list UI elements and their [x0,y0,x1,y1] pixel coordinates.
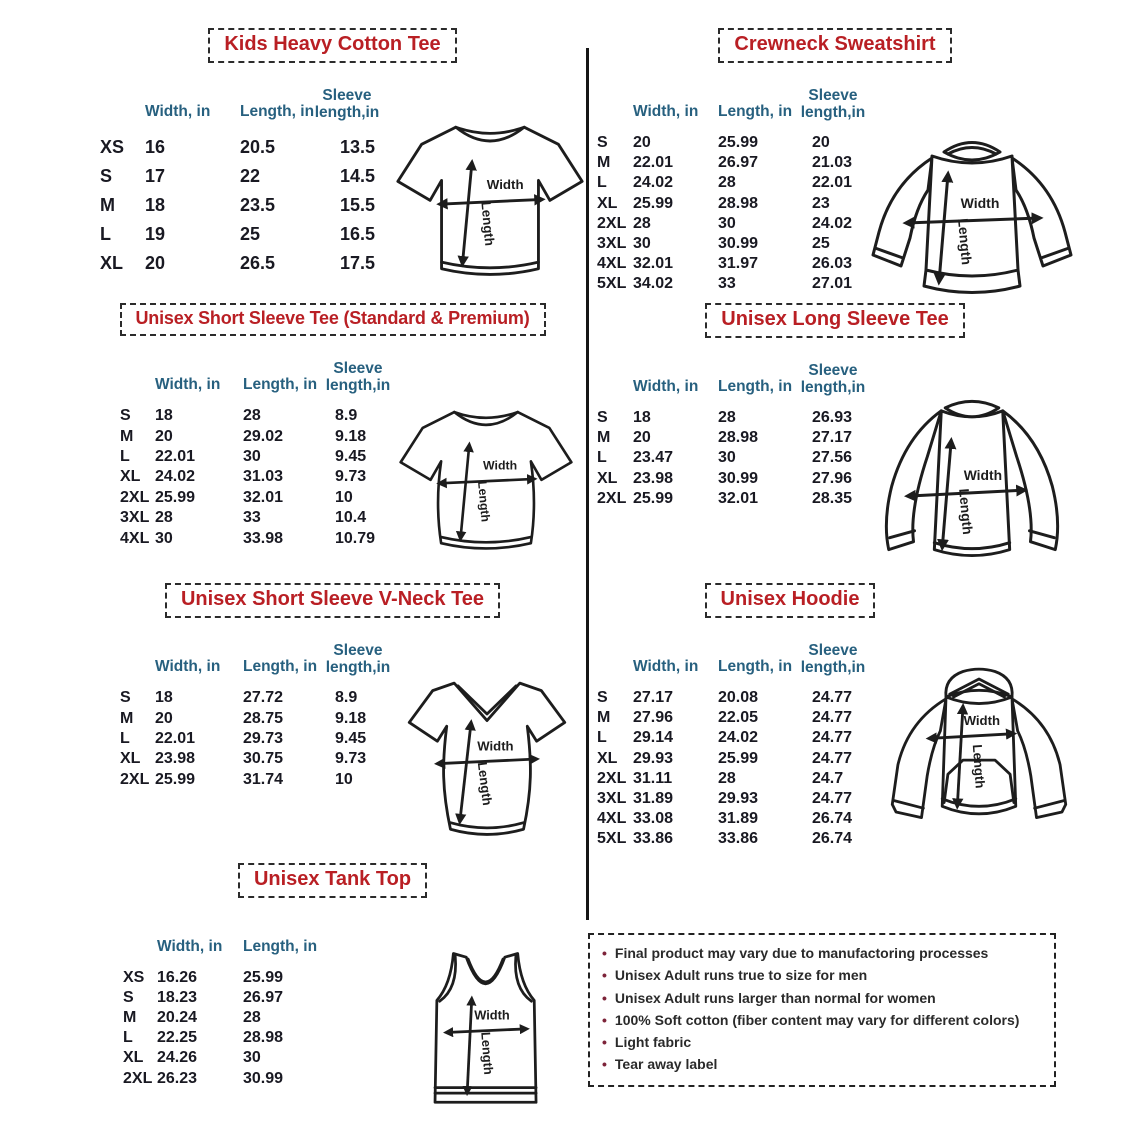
width-cell: 20 [633,429,651,447]
col-length: Length, in [243,938,318,955]
sleeve-cell: 9.45 [335,447,367,465]
length-cell: 30 [243,447,261,465]
size-cell: L [120,729,130,747]
sleeve-cell: 28.35 [812,489,853,507]
size-cell: XL [597,194,618,212]
length-arrow-label: Length [478,1031,497,1076]
col-width: Width, in [145,103,211,120]
col-length: Length, in [718,378,793,395]
length-cell: 25.99 [243,969,284,987]
size-cell: 2XL [120,488,150,506]
width-cell: 16 [145,137,166,158]
size-cell: 4XL [597,255,627,273]
length-cell: 31.89 [718,810,759,828]
length-arrow-label: Length [478,200,498,247]
length-cell: 29.73 [243,729,284,747]
col-width: Width, in [155,658,221,675]
width-cell: 20 [145,252,166,273]
size-cell: S [120,689,131,707]
width-cell: 33.86 [633,830,674,848]
width-cell: 22.01 [155,447,196,465]
size-cell: 3XL [597,790,627,808]
width-arrow-label: Width [486,176,524,192]
sleeve-cell: 10 [335,770,353,788]
width-cell: 18 [155,689,173,707]
sleeve-cell: 24.77 [812,749,853,767]
sleeve-cell: 24.77 [812,790,853,808]
col-length: Length, in [243,376,318,393]
length-cell: 28.98 [718,194,759,212]
width-cell: 27.96 [633,709,674,727]
note-text: Tear away label [614,1056,718,1073]
width-arrow-label: Width [963,713,1001,729]
length-arrow-label: Length [475,480,493,523]
size-cell: 5XL [597,830,627,848]
table-header [80,628,585,676]
length-arrow-label: Length [954,217,975,266]
width-cell: 25.99 [155,770,196,788]
note-item [602,1031,1042,1053]
length-cell: 33 [243,509,261,527]
width-cell: 30 [633,235,651,253]
width-cell: 25.99 [155,488,196,506]
length-cell: 30 [718,214,736,232]
sleeve-cell: 16.5 [340,223,376,244]
note-item [602,1009,1042,1031]
sleeve-cell: 9.18 [335,427,367,445]
section-unisex-v-neck-tee [80,583,585,855]
size-cell: M [123,1009,137,1027]
width-cell: 20 [633,134,651,152]
bullet-icon: • [602,967,607,984]
section-title: Unisex Tank Top [238,863,427,898]
length-cell: 31.97 [718,255,759,273]
length-cell: 31.03 [243,468,284,486]
size-cell: S [597,689,608,707]
col-length: Length, in [243,658,318,675]
size-cell: M [120,709,134,727]
sleeve-cell: 26.74 [812,830,853,848]
width-cell: 18 [145,194,166,215]
length-cell: 26.97 [243,989,284,1007]
sleeve-cell: 24.02 [812,214,853,232]
width-cell: 19 [145,223,166,244]
section-unisex-short-sleeve-tee [80,303,585,575]
width-cell: 20 [155,709,173,727]
length-arrow-label: Length [956,487,977,536]
note-item [602,1053,1042,1075]
sleeve-cell: 22.01 [812,174,853,192]
sleeve-cell: 9.73 [335,468,367,486]
hoodie-diagram [880,663,1078,852]
width-cell: 23.98 [155,750,196,768]
bullet-icon: • [602,1034,607,1051]
width-arrow-label: Width [483,458,518,473]
width-cell: 23.98 [633,469,674,487]
note-item [602,964,1042,986]
length-cell: 33.98 [243,529,284,547]
size-cell: XL [100,252,124,273]
sleeve-cell: 27.96 [812,469,853,487]
size-cell: 4XL [597,810,627,828]
section-title: Unisex Long Sleeve Tee [705,303,965,338]
sleeve-cell: 14.5 [340,166,376,187]
width-cell: 30 [155,529,173,547]
size-cell: 2XL [120,770,150,788]
section-title: Unisex Short Sleeve Tee (Standard & Premium) [120,303,546,336]
width-cell: 20 [155,427,173,445]
width-cell: 23.47 [633,449,674,467]
size-cell: XL [120,468,141,486]
length-cell: 28.98 [718,429,759,447]
sleeve-cell: 24.7 [812,769,844,787]
table-header [80,346,585,394]
size-cell: 5XL [597,275,627,293]
note-item [602,987,1042,1009]
note-item [602,942,1042,964]
length-cell: 25.99 [718,749,759,767]
section-unisex-long-sleeve-tee [595,303,1075,575]
long-sleeve-tee-diagram [858,393,1086,581]
tank-top-diagram [424,948,548,1113]
size-cell: XS [100,137,125,158]
sleeve-cell: 9.73 [335,750,367,768]
size-cell: 2XL [597,214,627,232]
width-cell: 32.01 [633,255,674,273]
note-text: Unisex Adult runs larger than normal for women [614,989,936,1006]
note-text: Final product may vary due to manufactoring processes [614,945,989,961]
bullet-icon: • [602,945,607,961]
width-cell: 18 [155,407,173,425]
sleeve-cell: 27.17 [812,429,853,447]
width-cell: 28 [155,509,173,527]
length-cell: 29.02 [243,427,284,445]
width-cell: 34.02 [633,275,674,293]
sleeve-cell: 10 [335,488,353,506]
sleeve-cell: 8.9 [335,689,358,707]
col-sleeve-length: Sleeve length,in [800,362,866,396]
col-sleeve-length: Sleeve length,in [314,87,380,121]
width-cell: 31.89 [633,790,674,808]
length-arrow-label: Length [969,743,988,789]
sleeve-cell: 13.5 [340,137,376,158]
sleeve-cell: 9.18 [335,709,367,727]
width-cell: 28 [633,214,651,232]
col-sleeve-length: Sleeve length,in [800,642,866,676]
sleeve-cell: 10.4 [335,509,367,527]
sleeve-cell: 20 [812,134,830,152]
col-width: Width, in [633,103,699,120]
sleeve-cell: 21.03 [812,154,853,172]
width-cell: 22.01 [155,729,196,747]
bullet-icon: • [602,989,607,1006]
section-crewneck-sweatshirt [595,28,1075,300]
length-cell: 20.08 [718,689,759,707]
table-header [595,73,1075,121]
length-cell: 25.99 [718,134,759,152]
sleeve-cell: 9.45 [335,729,367,747]
size-cell: XL [123,1049,144,1067]
width-cell: 18.23 [157,989,198,1007]
length-cell: 28 [243,407,261,425]
section-unisex-hoodie [595,583,1075,873]
sleeve-cell: 27.01 [812,275,853,293]
sleeve-cell: 26.74 [812,810,853,828]
col-length: Length, in [718,103,793,120]
section-unisex-tank-top [80,863,585,1135]
width-cell: 29.93 [633,749,674,767]
short-sleeve-tee-diagram [398,398,574,565]
length-cell: 26.5 [240,252,276,273]
width-cell: 27.17 [633,689,674,707]
width-arrow-label: Width [477,738,514,754]
width-cell: 24.26 [157,1049,198,1067]
width-cell: 24.02 [633,174,674,192]
width-cell: 18 [633,409,651,427]
width-cell: 22.01 [633,154,674,172]
note-text: 100% Soft cotton (fiber content may vary for different colors) [614,1011,1020,1028]
size-cell: L [597,729,607,747]
length-cell: 20.5 [240,137,276,158]
sleeve-cell: 10.79 [335,529,376,547]
size-cell: S [597,409,608,427]
size-cell: M [597,429,611,447]
col-width: Width, in [157,938,223,955]
length-cell: 24.02 [718,729,759,747]
section-title: Kids Heavy Cotton Tee [208,28,456,63]
sleeve-cell: 24.77 [812,689,853,707]
width-cell: 29.14 [633,729,674,747]
note-text: Unisex Adult runs true to size for men [614,967,868,984]
width-cell: 24.02 [155,468,196,486]
width-cell: 31.11 [633,769,673,787]
width-arrow-label: Width [960,195,1000,211]
note-text: Light fabric [614,1034,692,1051]
length-cell: 28 [718,174,736,192]
size-cell: XL [597,469,618,487]
length-cell: 28 [243,1009,261,1027]
size-cell: M [597,154,611,172]
length-cell: 28.98 [243,1029,284,1047]
width-cell: 16.26 [157,969,198,987]
sleeve-cell: 15.5 [340,194,376,215]
length-cell: 27.72 [243,689,284,707]
table-header [595,348,1075,396]
size-cell: L [120,447,130,465]
length-cell: 23.5 [240,194,276,215]
col-sleeve-length: Sleeve length,in [325,642,391,676]
length-arrow-label: Length [474,761,496,807]
sleeve-cell: 25 [812,235,830,253]
length-cell: 30.75 [243,750,284,768]
section-kids-heavy-cotton-tee [80,28,585,300]
size-cell: S [120,407,131,425]
product-notes-box [588,933,1056,1087]
short-sleeve-tee-diagram [395,112,585,293]
width-cell: 20.24 [157,1009,198,1027]
sleeve-cell: 26.03 [812,255,853,273]
length-cell: 30 [718,449,736,467]
length-cell: 28 [718,409,736,427]
width-arrow-label: Width [963,467,1003,484]
size-cell: S [123,989,134,1007]
width-cell: 22.25 [157,1029,198,1047]
width-arrow-label: Width [474,1007,510,1023]
length-cell: 30 [243,1049,261,1067]
sleeve-cell: 26.93 [812,409,853,427]
column-divider [586,48,589,920]
size-cell: XL [120,750,141,768]
width-cell: 17 [145,166,166,187]
length-cell: 25 [240,223,261,244]
size-cell: S [100,166,113,187]
width-cell: 33.08 [633,810,674,828]
section-title: Unisex Hoodie [705,583,876,618]
size-cell: S [597,134,608,152]
width-cell: 25.99 [633,489,674,507]
length-cell: 22 [240,166,261,187]
col-sleeve-length: Sleeve length,in [800,87,866,121]
crewneck-sweatshirt-diagram [862,124,1082,314]
length-cell: 32.01 [718,489,759,507]
size-cell: 2XL [597,769,627,787]
col-length: Length, in [240,103,315,120]
size-cell: 4XL [120,529,150,547]
size-cell: 3XL [597,235,627,253]
width-cell: 25.99 [633,194,674,212]
col-length: Length, in [718,658,793,675]
bullet-icon: • [602,1011,607,1028]
length-cell: 33 [718,275,736,293]
size-cell: XL [597,749,618,767]
length-cell: 26.97 [718,154,759,172]
size-cell: 2XL [597,489,627,507]
col-width: Width, in [155,376,221,393]
length-cell: 30.99 [718,469,759,487]
length-cell: 32.01 [243,488,284,506]
length-cell: 30.99 [243,1069,284,1087]
size-cell: M [120,427,134,445]
v-neck-tee-diagram [398,670,576,848]
size-cell: L [123,1029,133,1047]
width-cell: 26.23 [157,1069,198,1087]
length-cell: 28 [718,769,736,787]
col-sleeve-length: Sleeve length,in [325,360,391,394]
sleeve-cell: 27.56 [812,449,853,467]
size-cell: 2XL [123,1069,153,1087]
length-cell: 22.05 [718,709,759,727]
length-cell: 31.74 [243,770,284,788]
bullet-icon: • [602,1056,607,1073]
sleeve-cell: 24.77 [812,709,853,727]
col-width: Width, in [633,658,699,675]
section-title: Unisex Short Sleeve V-Neck Tee [165,583,500,618]
sleeve-cell: 24.77 [812,729,853,747]
size-cell: XS [123,969,145,987]
length-cell: 29.93 [718,790,759,808]
length-cell: 28.75 [243,709,284,727]
size-cell: L [100,223,111,244]
size-cell: L [597,449,607,467]
length-cell: 30.99 [718,235,759,253]
size-cell: M [597,709,611,727]
sleeve-cell: 17.5 [340,252,376,273]
col-width: Width, in [633,378,699,395]
sleeve-cell: 8.9 [335,407,358,425]
sleeve-cell: 23 [812,194,830,212]
length-cell: 33.86 [718,830,759,848]
size-cell: 3XL [120,509,150,527]
size-cell: L [597,174,607,192]
section-title: Crewneck Sweatshirt [718,28,951,63]
size-cell: M [100,194,115,215]
